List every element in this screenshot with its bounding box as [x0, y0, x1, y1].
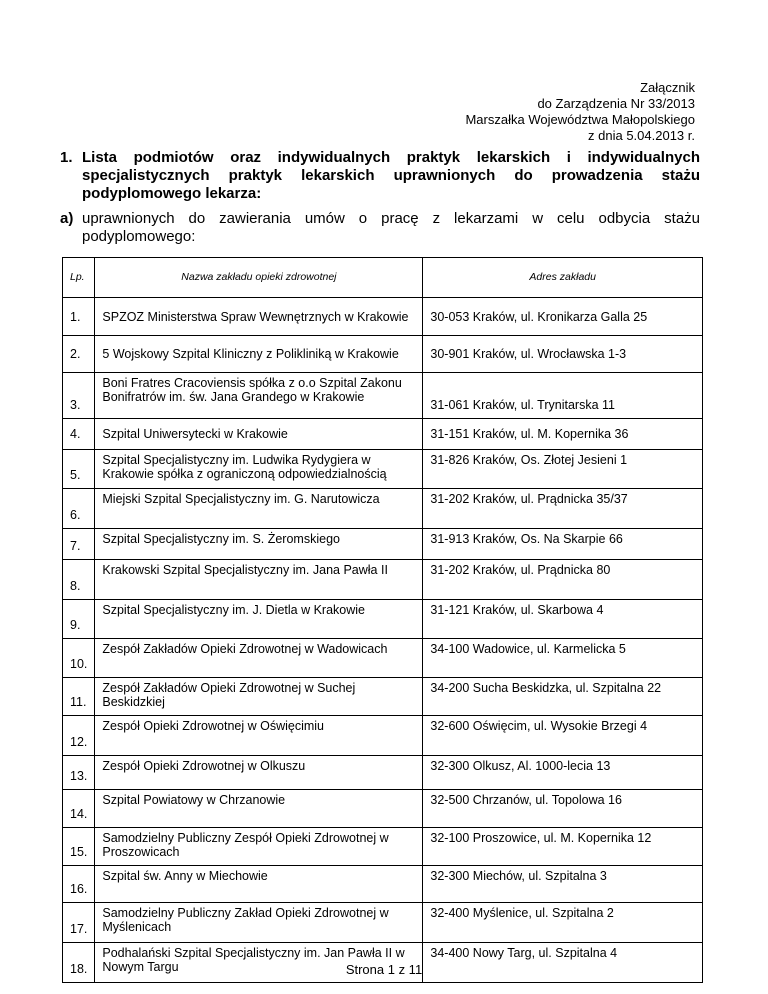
- row-lp: 2.: [63, 336, 95, 373]
- header-date: z dnia 5.04.2013 r.: [588, 128, 695, 143]
- row-facility-name: SPZOZ Ministerstwa Spraw Wewnętrznych w Krakowie: [95, 298, 423, 336]
- row-lp: 6.: [63, 489, 95, 529]
- header-lp: Lp.: [63, 258, 95, 298]
- row-facility-address: 32-100 Proszowice, ul. M. Kopernika 12: [423, 828, 703, 866]
- table-row: [63, 866, 703, 903]
- row-lp: 5.: [63, 450, 95, 489]
- row-lp: 11.: [63, 678, 95, 716]
- table-row: [63, 419, 703, 450]
- row-lp: 8.: [63, 560, 95, 600]
- row-lp: 4.: [63, 419, 95, 450]
- header-name: Nazwa zakładu opieki zdrowotnej: [95, 258, 423, 298]
- header-issuer: Marszałka Województwa Małopolskiego: [465, 112, 695, 127]
- row-lp: 7.: [63, 529, 95, 560]
- table-row: [63, 489, 703, 529]
- row-facility-name: Szpital Powiatowy w Chrzanowie: [95, 790, 423, 828]
- row-lp: 17.: [63, 903, 95, 943]
- row-facility-address: 32-400 Myślenice, ul. Szpitalna 2: [423, 903, 703, 943]
- section-heading: [60, 149, 700, 203]
- row-facility-address: 32-300 Miechów, ul. Szpitalna 3: [423, 866, 703, 903]
- section-number: 1.: [60, 149, 73, 166]
- table-row: [63, 560, 703, 600]
- table-row: [63, 678, 703, 716]
- row-facility-address: 31-826 Kraków, Os. Złotej Jesieni 1: [423, 450, 703, 489]
- row-facility-address: 32-500 Chrzanów, ul. Topolowa 16: [423, 790, 703, 828]
- row-lp: 9.: [63, 600, 95, 639]
- row-facility-name: Samodzielny Publiczny Zespół Opieki Zdrowotnej w Proszowicach: [95, 828, 423, 866]
- table-header-row: [63, 258, 703, 298]
- row-facility-name: Zespół Zakładów Opieki Zdrowotnej w Wadowicach: [95, 639, 423, 678]
- subsection-title: uprawnionych do zawierania umów o pracę z lekarzami w celu odbycia stażu podyplomowego:: [82, 210, 700, 245]
- table-row: [63, 450, 703, 489]
- row-facility-name: Podhalański Szpital Specjalistyczny im. Jan Pawła II w Nowym Targu: [95, 943, 423, 983]
- row-facility-name: Szpital św. Anny w Miechowie: [95, 866, 423, 903]
- subsection-heading: [60, 210, 700, 246]
- row-facility-name: Szpital Specjalistyczny im. J. Dietla w Krakowie: [95, 600, 423, 639]
- row-facility-address: 31-202 Kraków, ul. Prądnicka 35/37: [423, 489, 703, 529]
- section-title: Lista podmiotów oraz indywidualnych praktyk lekarskich i indywidualnych specjalistycznych praktyk lekarskich uprawnionych do prowadzenia stażu podyplomowego lekarza:: [82, 149, 700, 202]
- page-number: Strona 1 z 11: [345, 962, 423, 977]
- row-lp: 18.: [63, 943, 95, 983]
- row-facility-address: 34-400 Nowy Targ, ul. Szpitalna 4: [423, 943, 703, 983]
- row-facility-name: Szpital Specjalistyczny im. S. Żeromskiego: [95, 529, 423, 560]
- row-facility-name: Szpital Specjalistyczny im. Ludwika Rydygiera w Krakowie spółka z ograniczoną odpowiedzialnością: [95, 450, 423, 489]
- header-address: Adres zakładu: [423, 258, 703, 298]
- row-facility-name: 5 Wojskowy Szpital Kliniczny z Polikliniką w Krakowie: [95, 336, 423, 373]
- table-row: [63, 790, 703, 828]
- header-order: do Zarządzenia Nr 33/2013: [537, 96, 695, 111]
- row-facility-name: Miejski Szpital Specjalistyczny im. G. Narutowicza: [95, 489, 423, 529]
- row-facility-address: 31-913 Kraków, Os. Na Skarpie 66: [423, 529, 703, 560]
- row-facility-address: 30-053 Kraków, ul. Kronikarza Galla 25: [423, 298, 703, 336]
- row-facility-address: 31-121 Kraków, ul. Skarbowa 4: [423, 600, 703, 639]
- row-lp: 1.: [63, 298, 95, 336]
- row-lp: 13.: [63, 756, 95, 790]
- row-facility-name: Zespół Zakładów Opieki Zdrowotnej w Suchej Beskidzkiej: [95, 678, 423, 716]
- table-row: [63, 373, 703, 419]
- document-header: [465, 80, 695, 144]
- row-facility-address: 34-200 Sucha Beskidzka, ul. Szpitalna 22: [423, 678, 703, 716]
- row-lp: 10.: [63, 639, 95, 678]
- table-row: [63, 828, 703, 866]
- row-facility-name: Zespół Opieki Zdrowotnej w Oświęcimiu: [95, 716, 423, 756]
- row-facility-name: Szpital Uniwersytecki w Krakowie: [95, 419, 423, 450]
- row-facility-name: Boni Fratres Cracoviensis spółka z o.o Szpital Zakonu Bonifratrów im. św. Jana Grandego w Krakowie: [95, 373, 423, 419]
- table-row: [63, 639, 703, 678]
- row-facility-address: 34-100 Wadowice, ul. Karmelicka 5: [423, 639, 703, 678]
- table-row: [63, 756, 703, 790]
- row-facility-address: 31-061 Kraków, ul. Trynitarska 11: [423, 373, 703, 419]
- row-facility-address: 30-901 Kraków, ul. Wrocławska 1-3: [423, 336, 703, 373]
- row-lp: 14.: [63, 790, 95, 828]
- row-lp: 12.: [63, 716, 95, 756]
- row-lp: 15.: [63, 828, 95, 866]
- table-row: [63, 298, 703, 336]
- table-row: [63, 903, 703, 943]
- table-row: [63, 600, 703, 639]
- subsection-letter: a): [60, 210, 74, 227]
- row-facility-address: 32-600 Oświęcim, ul. Wysokie Brzegi 4: [423, 716, 703, 756]
- header-attachment: Załącznik: [640, 80, 695, 95]
- row-facility-address: 32-300 Olkusz, Al. 1000-lecia 13: [423, 756, 703, 790]
- facilities-table: [62, 257, 703, 983]
- table-row: [63, 529, 703, 560]
- row-facility-address: 31-202 Kraków, ul. Prądnicka 80: [423, 560, 703, 600]
- row-facility-address: 31-151 Kraków, ul. M. Kopernika 36: [423, 419, 703, 450]
- row-facility-name: Samodzielny Publiczny Zakład Opieki Zdrowotnej w Myślenicach: [95, 903, 423, 943]
- table-row: [63, 716, 703, 756]
- row-lp: 16.: [63, 866, 95, 903]
- row-lp: 3.: [63, 373, 95, 419]
- row-facility-name: Zespół Opieki Zdrowotnej w Olkuszu: [95, 756, 423, 790]
- row-facility-name: Krakowski Szpital Specjalistyczny im. Jana Pawła II: [95, 560, 423, 600]
- table-row: [63, 336, 703, 373]
